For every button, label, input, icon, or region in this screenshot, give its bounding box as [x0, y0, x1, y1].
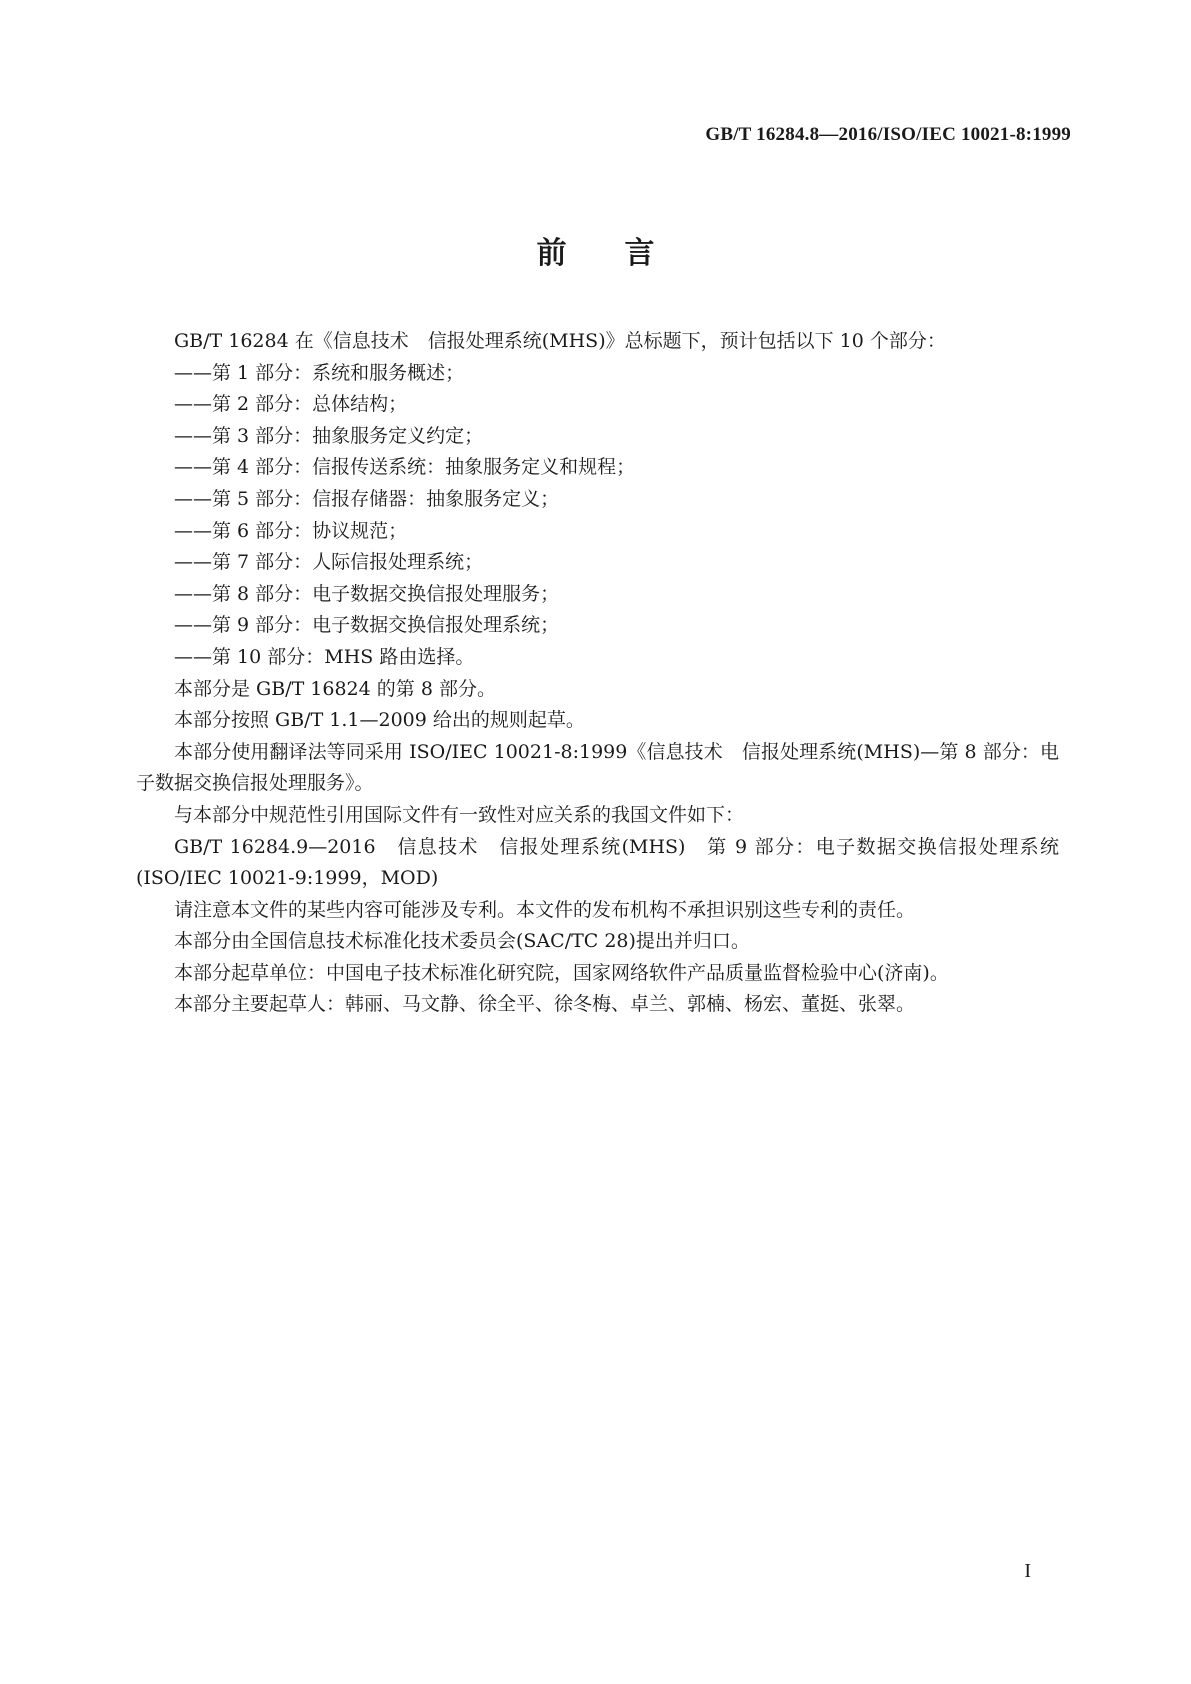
list-item-part-8: ——第 8 部分：电子数据交换信报处理服务； [174, 582, 560, 605]
list-item-part-2: ——第 2 部分：总体结构； [174, 393, 408, 416]
correspondence-item-paragraph: GB/T 16284.9—2016 信息技术 信报处理系统(MHS) 第 9 部分：电子数据交换信报处理系统(ISO/IEC 10021-9:1999，MOD) [136, 835, 1059, 890]
page-number: I [1024, 1560, 1031, 1582]
page-title: 前言 [536, 236, 713, 271]
drafters-paragraph: 本部分主要起草人：韩丽、马文静、徐全平、徐冬梅、卓兰、郭楠、杨宏、董挺、张翠。 [174, 993, 916, 1016]
list-item-part-5: ——第 5 部分：信报存储器：抽象服务定义； [174, 487, 560, 510]
list-item-part-6: ——第 6 部分：协议规范； [174, 519, 408, 542]
list-item-part-4: ——第 4 部分：信报传送系统：抽象服务定义和规程； [174, 456, 636, 479]
adoption-paragraph: 本部分使用翻译法等同采用 ISO/IEC 10021-8:1999《信息技术 信报处理系统(MHS)—第 8 部分：电子数据交换信报处理服务》。 [136, 740, 1059, 795]
standard-number-header: GB/T 16284.8—2016/ISO/IEC 10021-8:1999 [705, 124, 1071, 145]
drafting-rules-paragraph: 本部分按照 GB/T 1.1—2009 给出的规则起草。 [174, 709, 585, 732]
patent-notice-paragraph: 请注意本文件的某些内容可能涉及专利。本文件的发布机构不承担识别这些专利的责任。 [174, 898, 916, 921]
list-item-part-9: ——第 9 部分：电子数据交换信报处理系统； [174, 614, 560, 637]
parts-list [136, 358, 1059, 674]
drafting-units-paragraph: 本部分起草单位：中国电子技术标准化研究院，国家网络软件产品质量监督检验中心(济南)。 [174, 961, 949, 984]
list-item-part-7: ——第 7 部分：人际信报处理系统； [174, 551, 484, 574]
list-item-part-10: ——第 10 部分：MHS 路由选择。 [174, 645, 475, 668]
foreword-body [136, 326, 1059, 1021]
proposed-by-paragraph: 本部分由全国信息技术标准化技术委员会(SAC/TC 28)提出并归口。 [174, 930, 750, 953]
correspondence-intro-paragraph: 与本部分中规范性引用国际文件有一致性对应关系的我国文件如下： [174, 803, 745, 826]
list-item-part-3: ——第 3 部分：抽象服务定义约定； [174, 424, 484, 447]
part-statement-paragraph: 本部分是 GB/T 16824 的第 8 部分。 [174, 677, 496, 700]
list-item-part-1: ——第 1 部分：系统和服务概述； [174, 361, 465, 384]
intro-paragraph: GB/T 16284 在《信息技术 信报处理系统(MHS)》总标题下，预计包括以下 10 个部分： [174, 330, 946, 352]
